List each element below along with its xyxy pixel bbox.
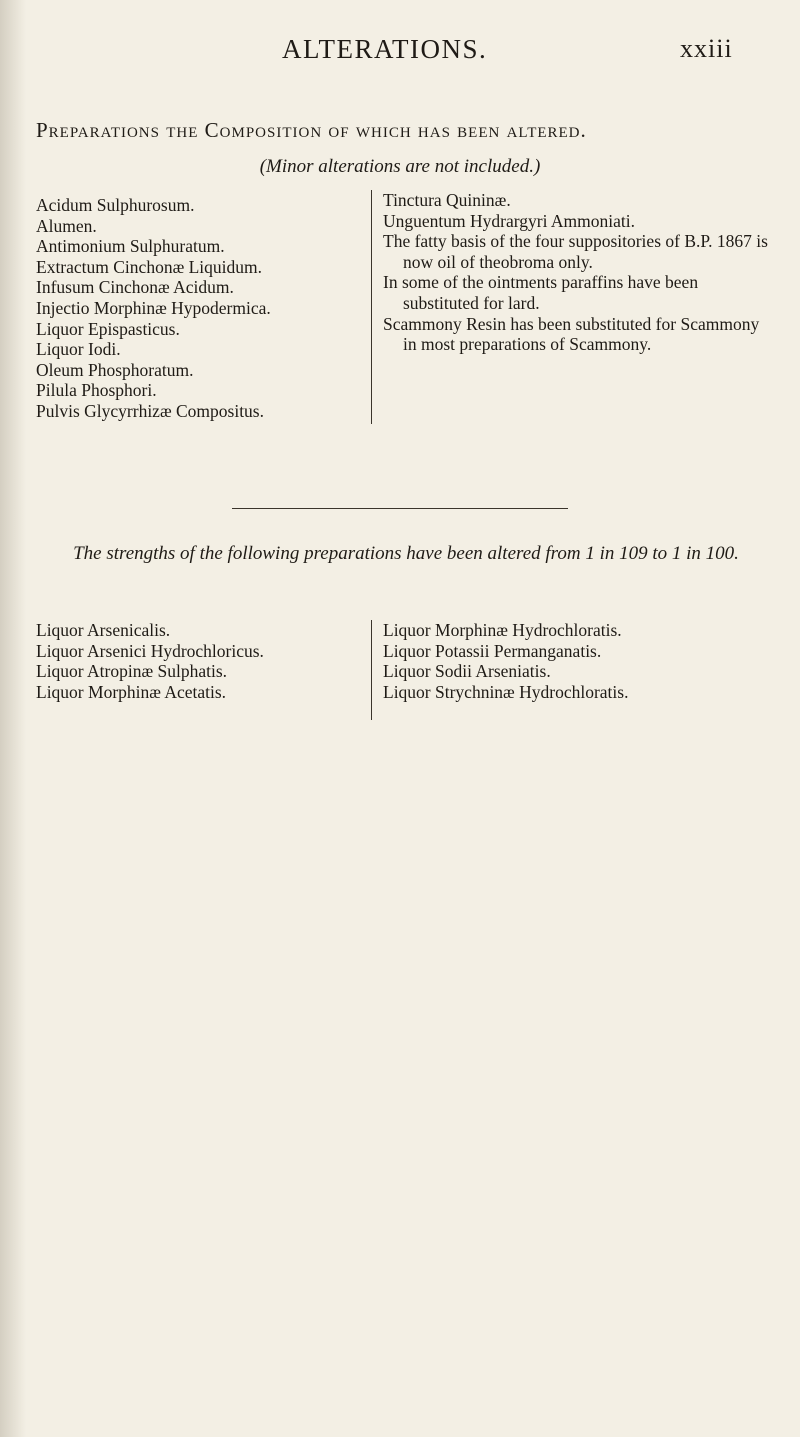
strengths-note: The strengths of the following preparations have been altered from 1 in 109 to 1 in 100. [73, 543, 739, 564]
list-item: Liquor Arsenici Hydrochloricus. [36, 640, 264, 661]
list-item: Unguentum Hydrargyri Ammoniati. [383, 210, 635, 231]
section-divider [232, 508, 568, 509]
column-divider [371, 620, 372, 720]
page-edge-shadow [0, 0, 26, 1437]
list-item: Liquor Morphinæ Acetatis. [36, 681, 227, 702]
list-item: Liquor Morphinæ Hydrochloratis. [383, 620, 622, 640]
column-divider [371, 190, 372, 424]
list-item: Liquor Arsenicalis. [36, 620, 171, 640]
list-item: Extractum Cinchonæ Liquidum. [36, 256, 263, 277]
list-item: Scammony Resin has been substituted for Scammony in most preparations of Scammony. [383, 313, 760, 355]
list-item: Liquor Iodi. [36, 339, 121, 360]
list-item: Injectio Morphinæ Hypodermica. [36, 297, 271, 318]
list-item: Infusum Cinchonæ Acidum. [36, 277, 234, 298]
list-item: The fatty basis of the four suppositories of B.P. 1867 is now oil of theobroma only. [383, 231, 768, 272]
list-item: Pulvis Glycyrrhizæ Compositus. [36, 400, 264, 421]
list-item: In some of the ointments paraffins have been substituted for lard. [383, 272, 699, 313]
list-item: Tinctura Quininæ. [383, 190, 511, 210]
list-item: Oleum Phosphoratum. [36, 359, 194, 380]
strengths-list-left [36, 620, 356, 702]
list-item: Pilula Phosphori. [36, 380, 157, 401]
list-item: Acidum Sulphurosum. [36, 195, 195, 215]
list-item: Liquor Atropinæ Sulphatis. [36, 661, 228, 682]
list-item: Liquor Potassii Permanganatis. [383, 640, 602, 661]
list-item: Liquor Strychninæ Hydrochloratis. [383, 681, 629, 702]
list-item: Liquor Sodii Arseniatis. [383, 661, 551, 682]
altered-list-left [36, 195, 356, 422]
section-heading: Preparations the Composition of which has been altered. [36, 118, 587, 142]
altered-list-right [383, 190, 773, 355]
section-note: (Minor alterations are not included.) [259, 156, 541, 177]
strengths-list-right [383, 620, 773, 702]
running-head [0, 28, 800, 68]
page-number: xxiii [680, 34, 733, 63]
running-title: ALTERATIONS. [282, 34, 488, 64]
list-item: Liquor Epispasticus. [36, 318, 180, 339]
list-item: Alumen. [36, 215, 97, 236]
list-item: Antimonium Sulphuratum. [36, 236, 225, 257]
